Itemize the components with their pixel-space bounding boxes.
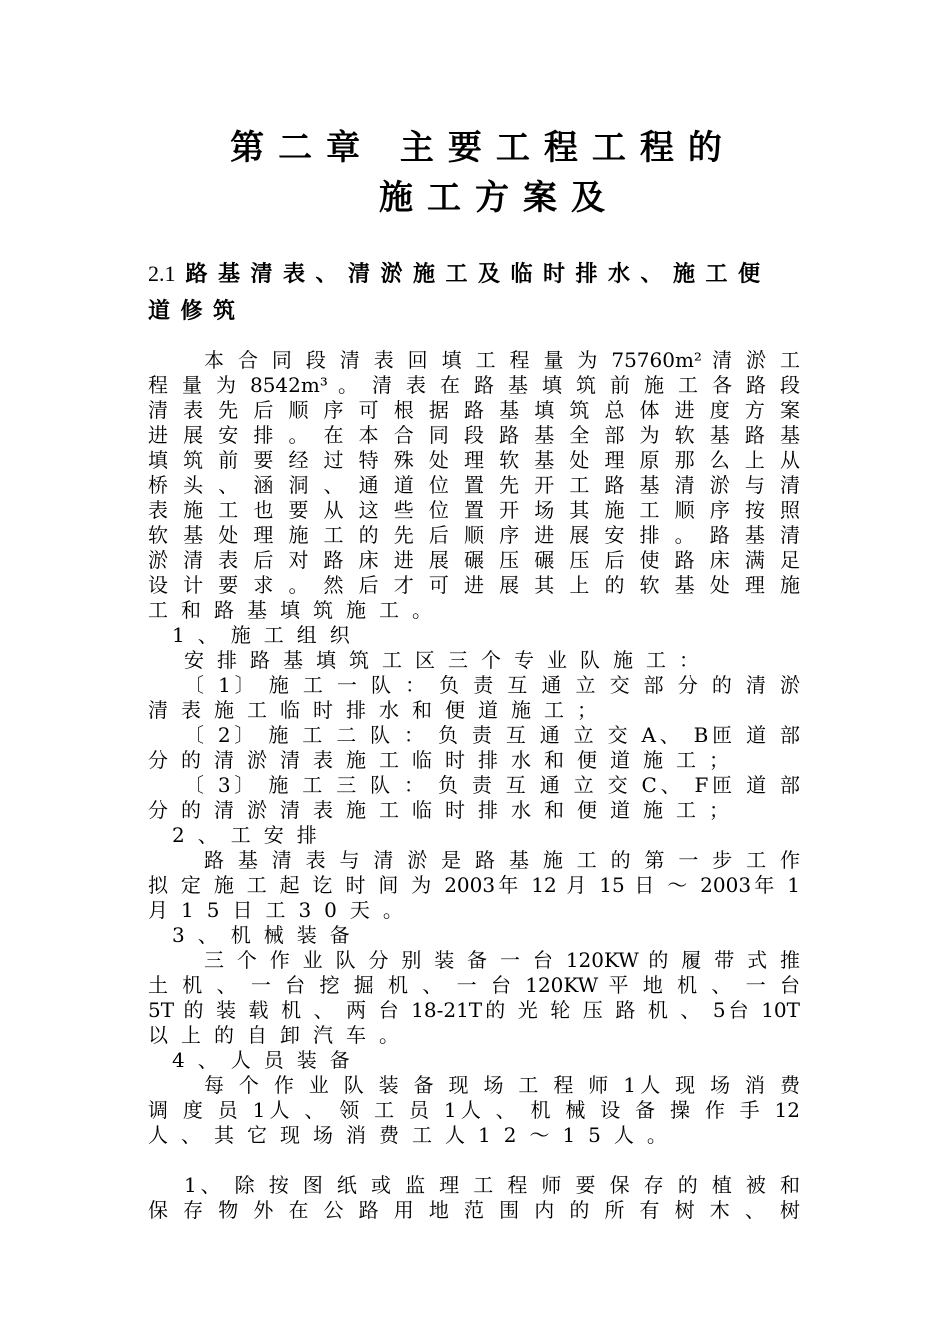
body-line: 拟 定 施 工 起 讫 时 间 为 2003年 12 月 15 日 ～ 2003年 1 [148,873,800,897]
subheading-organization: 1、施工组织 [172,623,363,647]
body-line: 清 表 先 后 顺 序 可 根 据 路 基 填 筑 总 体 进 度 方 案 [148,398,800,422]
body-line: 淤 清 表 后 对 路 床 进 展 碾 压 碾 压 后 使 路 床 满 足 [148,548,800,572]
body-line: 填 筑 前 要 经 过 特 殊 处 理 软 基 处 理 原 那 么 上 从 [148,448,800,472]
body-line: 本 合 同 段 清 表 回 填 工 程 量 为 75760m² 清 淤 工 [204,348,800,372]
body-line: 程 量 为 8542m³ 。 清 表 在 路 基 填 筑 前 施 工 各 路 段 [148,373,800,397]
body-line: 桥 头 、 涵 洞 、 通 道 位 置 先 开 工 路 基 清 淤 与 清 [148,473,800,497]
body-line: 工和路基填筑施工。 [148,598,445,622]
body-line: 三 个 作 业 队 分 别 装 备 一 台 120KW 的 履 带 式 推 [204,948,800,972]
subheading-personnel: 4、人员装备 [172,1048,363,1072]
section-heading-text: 路基清表、清淤施工及临时排水、施工便 [185,262,771,287]
body-line: 分的清淤清表施工临时排水和便道施工； [148,748,742,772]
body-line: 进 展 安 排 。 在 本 合 同 段 路 基 全 部 为 软 基 路 基 [148,423,800,447]
body-line: 月15日工30天。 [148,898,416,922]
body-line: 清表施工临时排水和便道施工； [148,698,610,722]
body-line: 路 基 清 表 与 清 淤 是 路 基 施 工 的 第 一 步 工 作 [204,848,800,872]
body-line: 表 施 工 也 要 从 这 些 位 置 开 场 其 施 工 顺 序 按 照 [148,498,800,522]
body-line: 〔 2〕 施 工 二 队 ： 负 责 互 通 立 交 A、 B匝 道 部 [184,723,800,747]
body-line: 〔 1〕 施 工 一 队 ： 负 责 互 通 立 交 部 分 的 清 淤 [184,673,800,697]
body-line: 安排路基填筑工区三个专业队施工： [184,648,712,672]
chapter-title-line-2: 施工方案及 [379,178,619,218]
body-line: 〔 3〕 施 工 三 队 ： 负 责 互 通 立 交 C、 F匝 道 部 [184,773,800,797]
body-line: 人、其它现场消费工人12～15人。 [148,1123,680,1147]
body-line: 软 基 处 理 施 工 的 先 后 顺 序 进 展 安 排 。 路 基 清 [148,523,800,547]
body-line: 设 计 要 求 。 然 后 才 可 进 展 其 上 的 软 基 处 理 施 [148,573,800,597]
body-line: 保 存 物 外 在 公 路 用 地 范 围 内 的 所 有 树 木 、 树 [148,1198,800,1222]
body-line: 分的清淤清表施工临时排水和便道施工； [148,798,742,822]
subheading-schedule: 2、工安排 [172,823,330,847]
section-heading-text-cont: 道修筑 [148,299,246,324]
body-line: 1、 除 按 图 纸 或 监 理 工 程 师 要 保 存 的 植 被 和 [184,1173,800,1197]
body-line: 土 机 、 一 台 挖 掘 机 、 一 台 120KW 平 地 机 、 一 台 [148,973,800,997]
chapter-title-line-1: 第二章 主要工程工程的 [230,128,736,168]
section-heading-line-1 [148,254,800,295]
body-line: 以上的自卸汽车。 [148,1023,412,1047]
body-line: 每 个 作 业 队 装 备 现 场 工 程 师 1人 现 场 消 费 [204,1073,800,1097]
section-number: 2.1 [148,261,176,286]
body-line: 调 度 员 1人 、 领 工 员 1人 、 机 械 设 备 操 作 手 12 [148,1098,800,1122]
body-line: 5T 的 装 载 机 、 两 台 18-21T的 光 轮 压 路 机 、 5台 10T [148,998,800,1022]
subheading-machinery: 3、机械装备 [172,923,363,947]
section-heading-line-2 [148,292,800,332]
